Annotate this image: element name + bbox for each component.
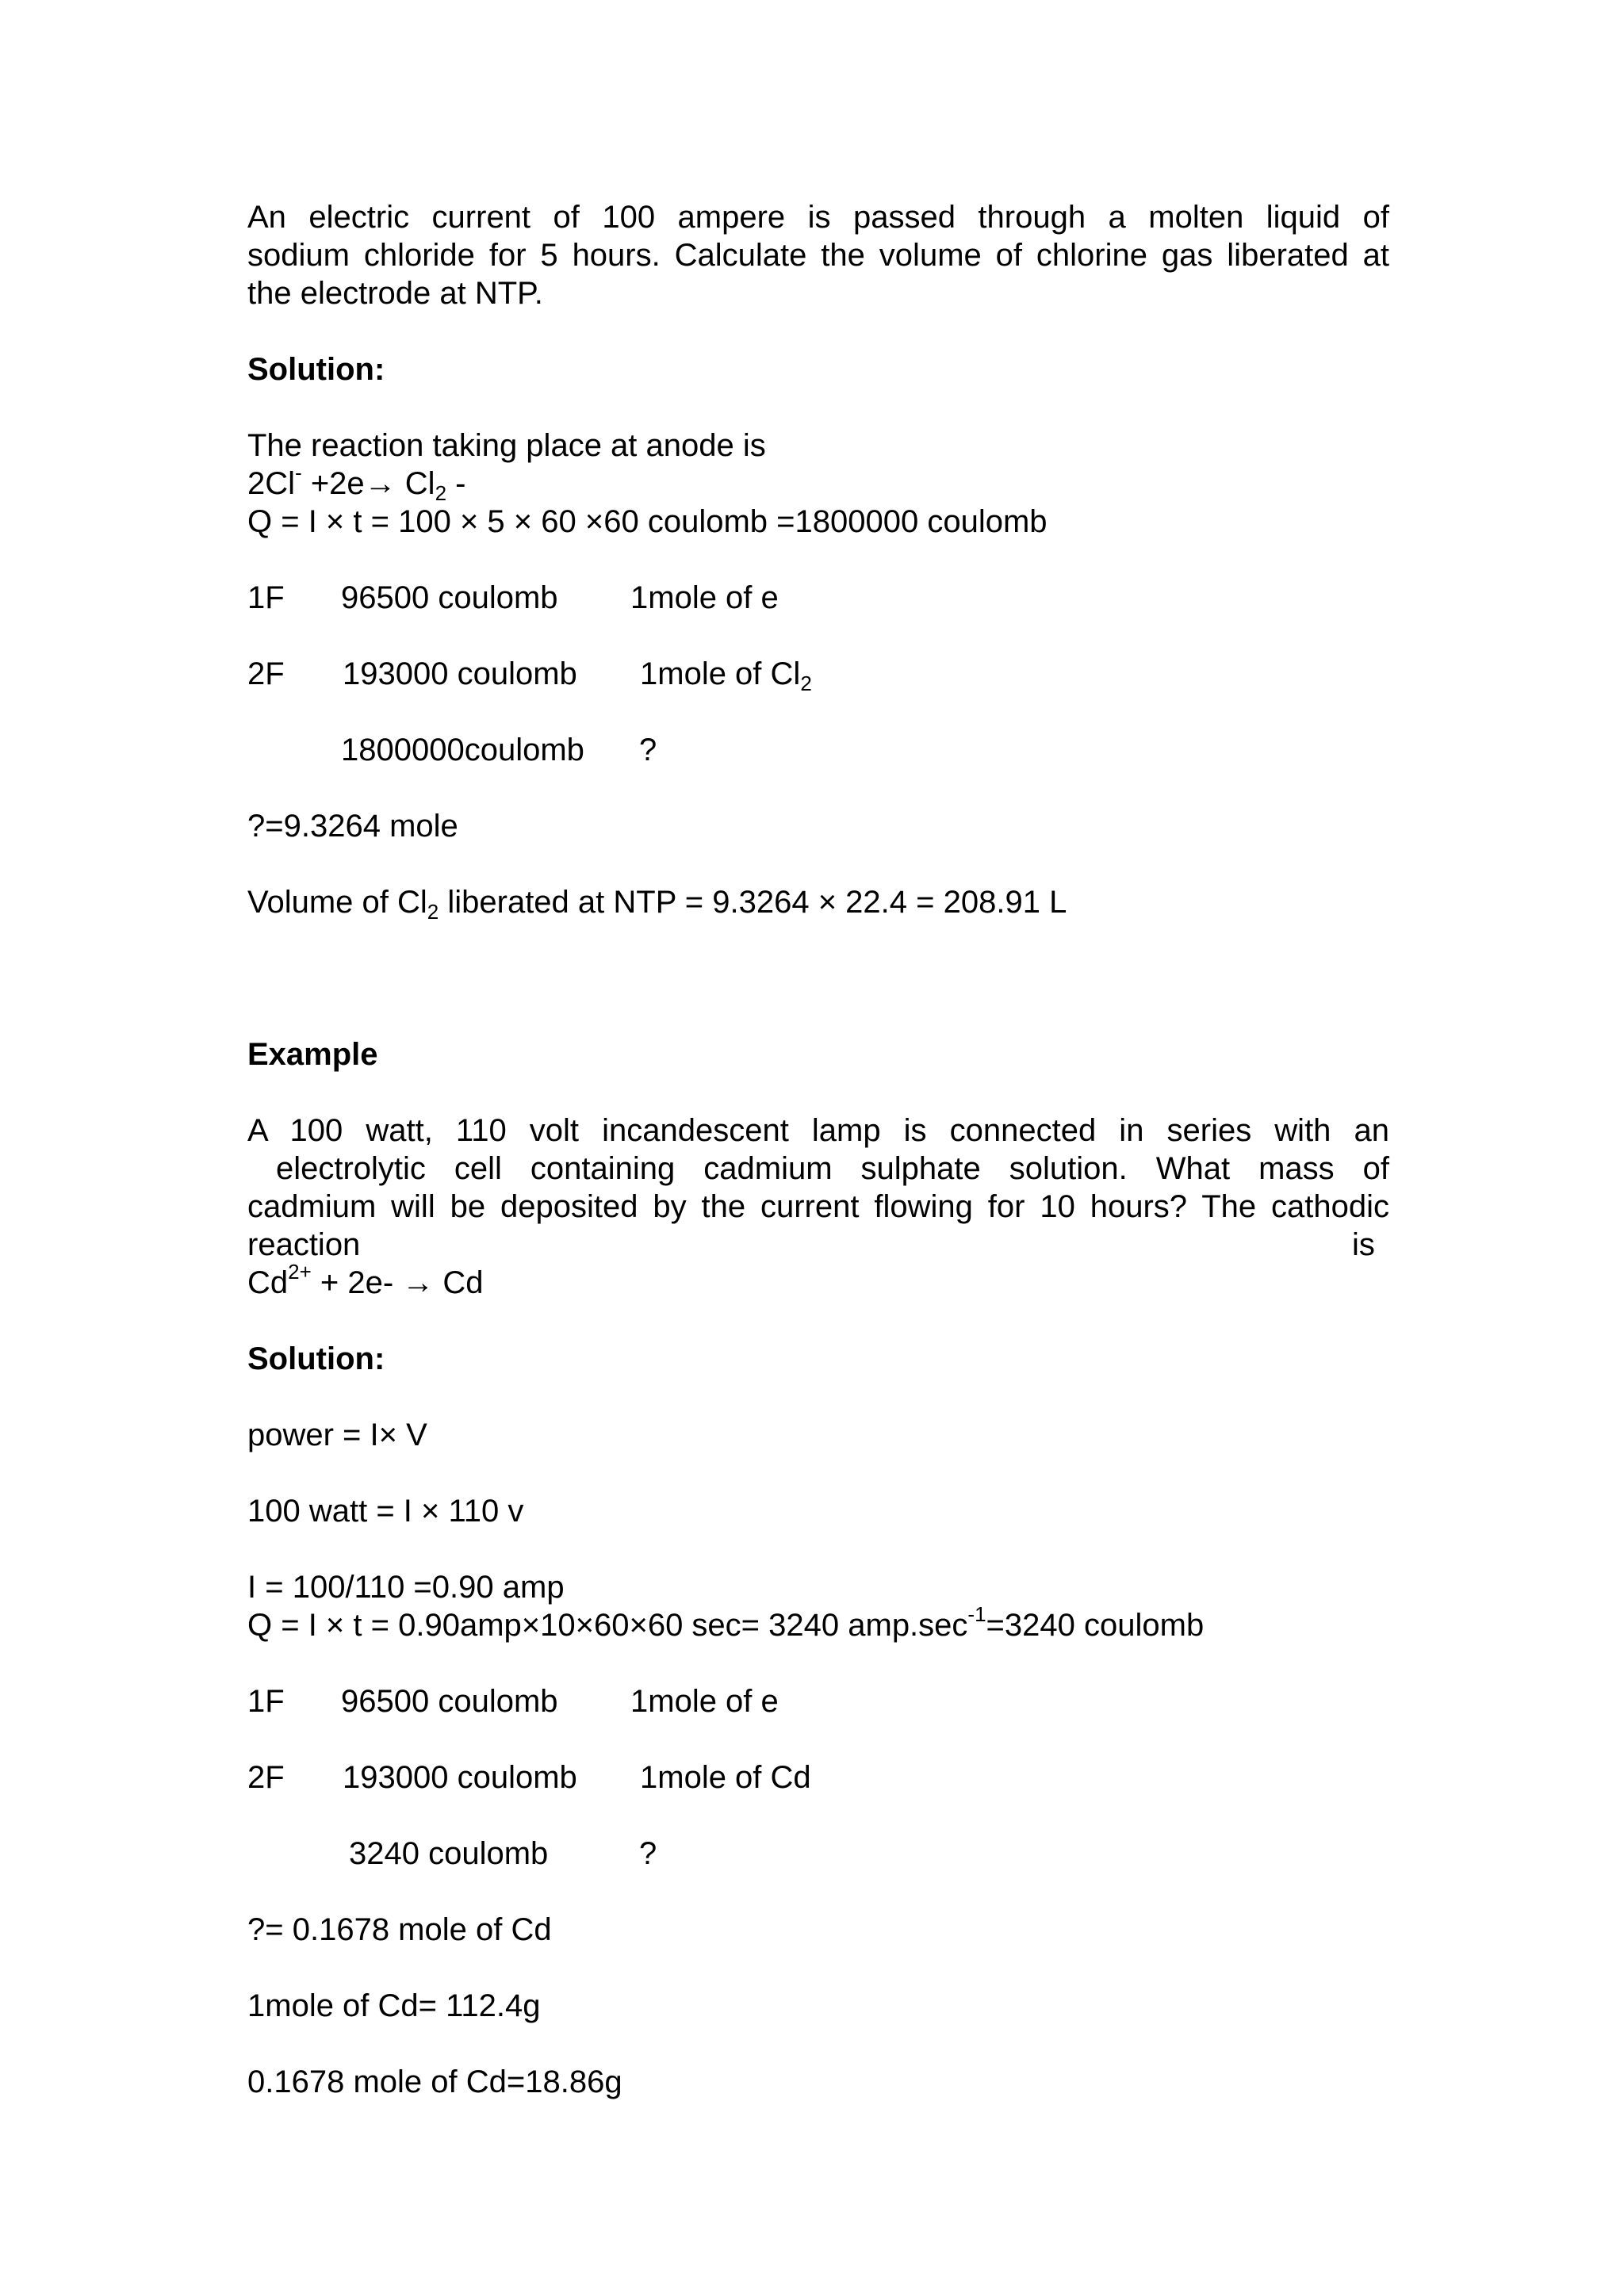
example-reaction-word: reaction [247,1227,361,1262]
solution-heading: Solution: [247,352,385,387]
faraday-row-1-col-3: 1mole of e [630,580,779,615]
example-text-line: A 100 watt, 110 volt incandescent lamp is connected in series with an [247,1113,1389,1148]
faraday-row-1-col-1: 1F [247,580,285,615]
mole-result: ?= 0.1678 mole of Cd [247,1912,552,1947]
current-equation: I = 100/110 =0.90 amp [247,1570,565,1605]
watt-equation: 100 watt = I × 110 v [247,1494,524,1529]
faraday-row-2-col-3: 1mole of $Cl_2$ [640,656,812,695]
faraday-row-2-col-3: 1mole of Cd [640,1760,811,1795]
molar-mass: 1mole of Cd= 112.4g [247,1988,541,2023]
problem-text-line: sodium chloride for 5 hours. Calculate the volume of chlorine gas liberated at [247,238,1389,273]
faraday-row-1-col-1: 1F [247,1684,285,1719]
faraday-row-2-col-2: 193000 coulomb [343,1760,577,1795]
faraday-row-3-col-2: 1800000coulomb [341,733,584,767]
cathode-equation: $Cd^{2+} + 2e- \to Cd$ [247,1260,484,1300]
anode-equation: $2Cl^- +2e\to Cl_2$ - [247,461,466,505]
faraday-row-2-col-2: 193000 coulomb [343,656,577,691]
volume-result: Volume of $Cl_2$ liberated at NTP = 9.3264 × 22.4 = 208.91 L [247,885,1067,924]
reaction-intro: The reaction taking place at anode is [247,428,766,463]
charge-equation: Q = I × t = 100 × 5 × 60 ×60 coulomb =1800000 coulomb [247,504,1048,539]
faraday-row-3-col-3: ? [639,733,657,767]
power-equation: power = I× V [247,1418,427,1452]
faraday-row-1-col-2: 96500 coulomb [341,1684,558,1719]
faraday-row-2-col-1: 2F [247,656,285,691]
example-is-word: is [1352,1227,1375,1262]
problem-text-line: An electric current of 100 ampere is passed through a molten liquid of [247,200,1389,235]
faraday-row-3-col-2: 3240 coulomb [349,1836,549,1871]
faraday-row-3-col-3: ? [639,1836,657,1871]
example-text-line: electrolytic cell containing cadmium sulphate solution. What mass of [247,1151,1389,1186]
example-heading: Example [247,1037,378,1072]
mole-result: ?=9.3264 mole [247,809,458,844]
problem-text-line: the electrode at NTP. [247,276,543,311]
example-text-line: cadmium will be deposited by the current flowing for 10 hours? The cathodic [247,1189,1389,1224]
solution-heading: Solution: [247,1341,385,1376]
charge-equation: Q = I × t = 0.90amp×10×60×60 sec= 3240 $amp.\sec^{-1}=3240$ coulomb [247,1602,1205,1643]
faraday-row-1-col-2: 96500 coulomb [341,580,558,615]
faraday-row-1-col-3: 1mole of e [630,1684,779,1719]
faraday-row-2-col-1: 2F [247,1760,285,1795]
mass-result: 0.1678 mole of Cd=18.86g [247,2064,622,2099]
